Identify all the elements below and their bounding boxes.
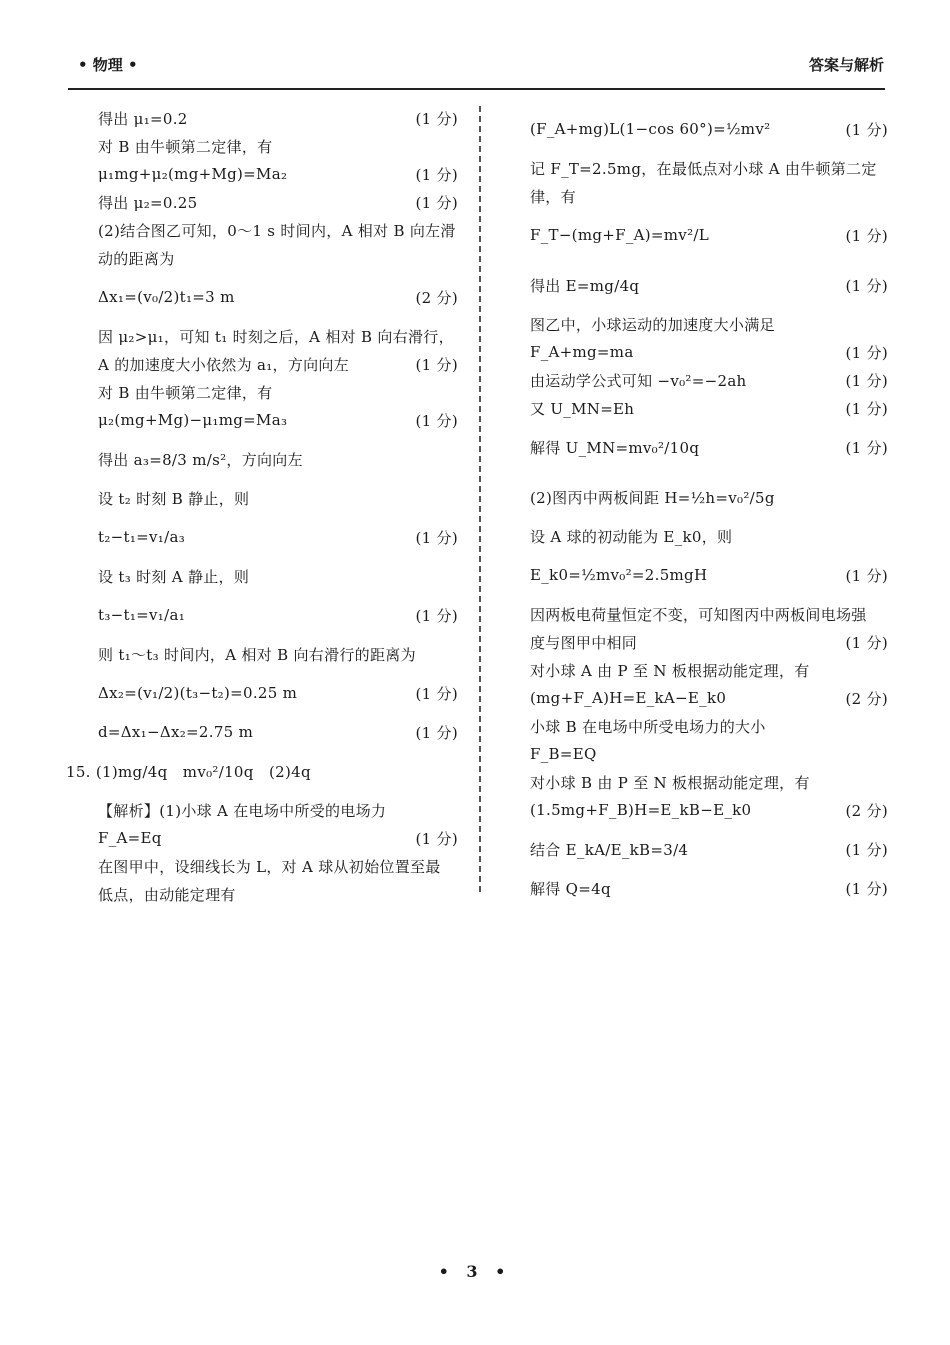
score-mark: (1 分) <box>845 840 888 859</box>
answer-line <box>530 394 888 422</box>
answer-line <box>98 350 458 378</box>
answer-line <box>98 378 458 406</box>
answer-text: 又 U_MN=Eh <box>530 399 635 418</box>
score-mark: (1 分) <box>415 355 458 374</box>
answer-text: 对 B 由牛顿第二定律，有 <box>98 383 273 402</box>
answer-line <box>98 796 458 824</box>
answer-line <box>98 668 458 718</box>
answer-text: 在图甲中，设细线长为 L，对 A 球从初始位置至最 <box>98 857 441 876</box>
answer-text: t₃−t₁=v₁/a₁ <box>98 606 186 624</box>
answer-line <box>98 216 458 244</box>
score-mark: (1 分) <box>845 438 888 457</box>
right-column <box>530 104 888 902</box>
answer-text: 结合 E_kA/E_kB=3/4 <box>530 840 689 859</box>
answer-text: 解得 Q=4q <box>530 879 611 898</box>
answer-text: 15. (1)mg/4q mv₀²/10q (2)4q <box>66 762 311 781</box>
answer-line <box>98 244 458 272</box>
answer-text: 则 t₁～t₃ 时间内，A 相对 B 向右滑行的距离为 <box>98 645 416 664</box>
answer-text: 图乙中，小球运动的加速度大小满足 <box>530 315 775 334</box>
score-mark: (1 分) <box>415 528 458 547</box>
answer-text: F_B=EQ <box>530 745 597 763</box>
answer-text: Δx₁=(v₀/2)t₁=3 m <box>98 288 235 306</box>
answer-line <box>530 684 888 712</box>
answer-line <box>530 366 888 394</box>
answer-line <box>98 640 458 668</box>
score-mark: (1 分) <box>415 723 458 742</box>
left-column <box>66 104 458 908</box>
score-mark: (1 分) <box>845 879 888 898</box>
answer-line <box>530 260 888 310</box>
answer-text: 因两板电荷量恒定不变，可知图丙中两板间电场强 <box>530 605 867 624</box>
answer-text: 度与图甲中相同 <box>530 633 638 652</box>
score-mark: (1 分) <box>845 399 888 418</box>
answer-line <box>530 338 888 366</box>
answer-text: 对小球 B 由 P 至 N 板根据动能定理，有 <box>530 773 810 792</box>
answer-text: 低点，由动能定理有 <box>98 885 236 904</box>
answer-line <box>98 880 458 908</box>
score-mark: (2 分) <box>415 288 458 307</box>
answer-line <box>98 188 458 216</box>
answer-line <box>98 852 458 880</box>
header-subject: • 物理 • <box>78 56 138 74</box>
answer-line <box>98 484 458 512</box>
answer-text: μ₂(mg+Mg)−μ₁mg=Ma₃ <box>98 411 288 429</box>
score-mark: (1 分) <box>415 165 458 184</box>
answer-line <box>98 512 458 562</box>
answer-line <box>530 768 888 796</box>
answer-text: (2)结合图乙可知，0～1 s 时间内，A 相对 B 向左滑 <box>98 221 456 240</box>
answer-line <box>530 104 888 154</box>
answer-text: (2)图丙中两板间距 H=½h=v₀²/5g <box>530 488 775 507</box>
answer-text: 得出 μ₂=0.25 <box>98 193 198 212</box>
answer-line <box>530 182 888 210</box>
answer-line <box>98 104 458 132</box>
answer-text: 由运动学公式可知 −v₀²=−2ah <box>530 371 747 390</box>
answer-text: 设 t₂ 时刻 B 静止，则 <box>98 489 250 508</box>
column-divider <box>479 106 481 892</box>
answer-text: (mg+F_A)H=E_kA−E_k0 <box>530 689 727 707</box>
answer-text: 对小球 A 由 P 至 N 板根据动能定理，有 <box>530 661 810 680</box>
answer-line <box>530 522 888 550</box>
answer-line <box>98 322 458 350</box>
answer-line <box>530 740 888 768</box>
answer-text: 设 t₃ 时刻 A 静止，则 <box>98 567 250 586</box>
answer-line <box>98 434 458 484</box>
answer-line <box>530 310 888 338</box>
header-section: 答案与解析 <box>808 56 884 74</box>
score-mark: (1 分) <box>845 566 888 585</box>
score-mark: (1 分) <box>415 684 458 703</box>
score-mark: (1 分) <box>415 606 458 625</box>
answer-line <box>530 656 888 684</box>
answer-line <box>530 154 888 182</box>
answer-line <box>66 746 458 796</box>
answer-text: 对 B 由牛顿第二定律，有 <box>98 137 273 156</box>
answer-line <box>530 472 888 522</box>
score-mark: (1 分) <box>415 109 458 128</box>
answer-text: F_A+mg=ma <box>530 343 634 361</box>
answer-text: (F_A+mg)L(1−cos 60°)=½mv² <box>530 120 771 138</box>
score-mark: (1 分) <box>845 371 888 390</box>
answer-line <box>530 600 888 628</box>
score-mark: (2 分) <box>845 801 888 820</box>
header-rule <box>68 88 885 90</box>
answer-text: Δx₂=(v₁/2)(t₃−t₂)=0.25 m <box>98 684 298 702</box>
answer-text: F_A=Eq <box>98 829 162 847</box>
score-mark: (1 分) <box>845 343 888 362</box>
answer-text: 律，有 <box>530 187 576 206</box>
answer-text: 【解析】(1)小球 A 在电场中所受的电场力 <box>98 801 387 820</box>
score-mark: (1 分) <box>845 633 888 652</box>
answer-text: 解得 U_MN=mv₀²/10q <box>530 438 700 457</box>
answer-text: (1.5mg+F_B)H=E_kB−E_k0 <box>530 801 752 819</box>
answer-text: 动的距离为 <box>98 249 175 268</box>
answer-line <box>98 160 458 188</box>
answer-line <box>98 272 458 322</box>
answer-text: d=Δx₁−Δx₂=2.75 m <box>98 723 254 741</box>
answer-text: E_k0=½mv₀²=2.5mgH <box>530 566 708 584</box>
answer-line <box>530 712 888 740</box>
answer-text: μ₁mg+μ₂(mg+Mg)=Ma₂ <box>98 165 288 183</box>
page-number: • 3 • <box>438 1262 512 1281</box>
answer-line <box>98 132 458 160</box>
answer-line <box>530 628 888 656</box>
answer-text: 因 μ₂>μ₁，可知 t₁ 时刻之后，A 相对 B 向右滑行， <box>98 327 454 346</box>
answer-text: 小球 B 在电场中所受电场力的大小 <box>530 717 766 736</box>
answer-line <box>98 824 458 852</box>
answer-text: A 的加速度大小依然为 a₁，方向向左 <box>98 355 350 374</box>
score-mark: (1 分) <box>845 120 888 139</box>
answer-line <box>98 562 458 590</box>
answer-line <box>98 590 458 640</box>
answer-line <box>98 718 458 746</box>
answer-text: 得出 a₃=8/3 m/s²，方向向左 <box>98 450 303 469</box>
score-mark: (2 分) <box>845 689 888 708</box>
answer-text: 得出 μ₁=0.2 <box>98 109 188 128</box>
score-mark: (1 分) <box>845 276 888 295</box>
answer-text: t₂−t₁=v₁/a₃ <box>98 528 186 546</box>
answer-line <box>530 796 888 824</box>
answer-line <box>530 210 888 260</box>
answer-line <box>530 422 888 472</box>
answer-line <box>530 550 888 600</box>
score-mark: (1 分) <box>415 411 458 430</box>
score-mark: (1 分) <box>415 829 458 848</box>
answer-line <box>530 824 888 874</box>
score-mark: (1 分) <box>845 226 888 245</box>
answer-line <box>98 406 458 434</box>
score-mark: (1 分) <box>415 193 458 212</box>
answer-text: 记 F_T=2.5mg，在最低点对小球 A 由牛顿第二定 <box>530 159 877 178</box>
answer-text: 得出 E=mg/4q <box>530 276 640 295</box>
answer-line <box>530 874 888 902</box>
answer-text: 设 A 球的初动能为 E_k0，则 <box>530 527 733 546</box>
answer-text: F_T−(mg+F_A)=mv²/L <box>530 226 710 244</box>
